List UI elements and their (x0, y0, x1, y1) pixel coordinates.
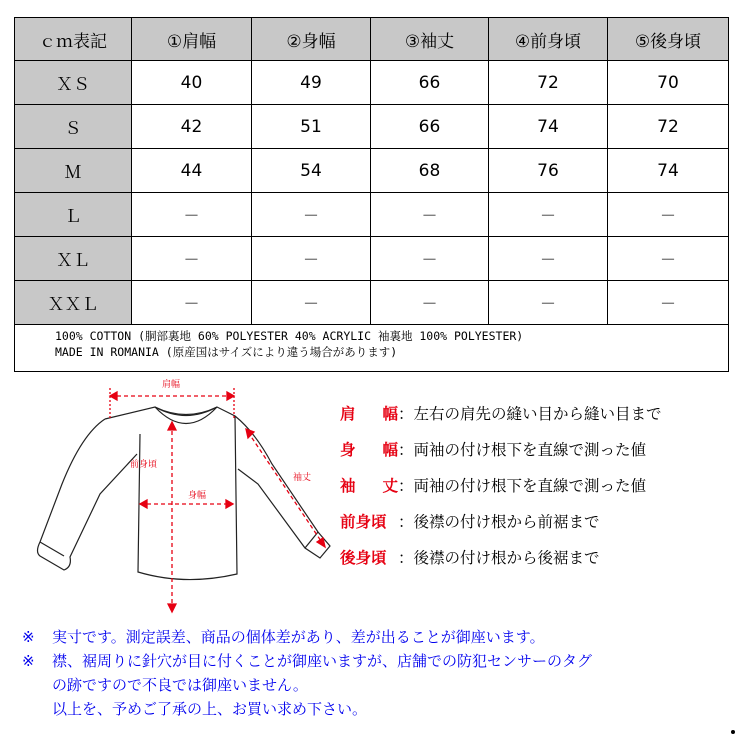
note-text: 襟、裾周りに針穴が目に付くことが御座いますが、店舗での防犯センサーのタグ (52, 652, 593, 670)
header-front-length: ④前身頃 (489, 18, 608, 61)
table-cell: 68 (371, 149, 489, 193)
legend-definition: ：後襟の付け根から前裾まで (398, 513, 600, 531)
legend-item (340, 470, 740, 506)
measurement-lines (110, 388, 325, 612)
measurement-legend (340, 398, 740, 578)
header-sleeve-length: ③袖丈 (371, 18, 489, 61)
size-label: Ｍ (15, 149, 132, 193)
size-label: ＸＸＬ (15, 281, 132, 325)
diagram-label-sleeve: 袖丈 (293, 473, 312, 483)
table-cell: 70 (608, 61, 729, 105)
table-cell: 72 (489, 61, 608, 105)
legend-term: 後身頃 (340, 549, 387, 567)
table-cell: － (371, 193, 489, 237)
table-row (15, 281, 729, 325)
legend-term: 前身頃 (340, 513, 387, 531)
measurement-diagram (0, 374, 360, 614)
header-shoulder-width: ①肩幅 (132, 18, 252, 61)
material-composition: 100% COTTON (胴部裏地 60% POLYESTER 40% ACRYLIC 袖裏地 100% POLYESTER) (55, 329, 524, 343)
table-cell: 44 (132, 149, 252, 193)
diagram-label-chest: 身幅 (188, 491, 207, 501)
table-cell: － (371, 237, 489, 281)
table-row (15, 149, 729, 193)
legend-item (340, 506, 740, 542)
table-cell: － (608, 281, 729, 325)
legend-term: 身 幅 (340, 441, 398, 459)
table-header-row (15, 18, 729, 61)
size-label: ＸＳ (15, 61, 132, 105)
legend-term: 肩 幅 (340, 405, 398, 423)
material-note (15, 325, 729, 372)
table-cell: 66 (371, 105, 489, 149)
table-row (15, 105, 729, 149)
legend-term: 袖 丈 (340, 477, 398, 495)
legend-definition: ：両袖の付け根下を直線で測った値 (398, 477, 647, 495)
table-row (15, 237, 729, 281)
table-cell: 51 (252, 105, 371, 149)
table-cell: 74 (489, 105, 608, 149)
table-row (15, 61, 729, 105)
header-body-width: ②身幅 (252, 18, 371, 61)
table-cell: 54 (252, 149, 371, 193)
diagram-label-front-length: 前身頃 (130, 460, 158, 470)
table-cell: 74 (608, 149, 729, 193)
table-cell: － (489, 193, 608, 237)
size-table (14, 17, 729, 372)
legend-item (340, 542, 740, 578)
sweater-outline (38, 407, 331, 580)
disclaimer-notes (22, 625, 732, 721)
material-note-row (15, 325, 729, 372)
legend-item (340, 434, 740, 470)
reference-mark: ※ (22, 652, 35, 670)
legend-definition: ：後襟の付け根から後裾まで (398, 549, 600, 567)
disclaimer-note (22, 625, 732, 649)
table-row (15, 193, 729, 237)
table-cell: 66 (371, 61, 489, 105)
size-label: Ｌ (15, 193, 132, 237)
table-cell: － (252, 281, 371, 325)
legend-definition: ：両袖の付け根下を直線で測った値 (398, 441, 647, 459)
country-of-origin: MADE IN ROMANIA (原産国はサイズにより違う場合があります) (55, 345, 398, 359)
table-cell: － (489, 281, 608, 325)
legend-definition: ：左右の肩先の縫い目から縫い目まで (398, 405, 662, 423)
table-cell: － (608, 193, 729, 237)
reference-mark: ※ (22, 628, 35, 646)
table-cell: － (132, 281, 252, 325)
header-size-notation: ｃｍ表記 (15, 18, 132, 61)
table-cell: 76 (489, 149, 608, 193)
table-cell: － (132, 193, 252, 237)
table-cell: － (371, 281, 489, 325)
table-cell: 40 (132, 61, 252, 105)
table-cell: － (252, 193, 371, 237)
note-text: の跡ですので不良では御座いません。 (52, 676, 308, 694)
note-text: 以上を、予めご了承の上、お買い求め下さい。 (52, 700, 368, 718)
note-text: 実寸です。測定誤差、商品の個体差があり、差が出ることが御座います。 (52, 628, 545, 646)
table-cell: － (489, 237, 608, 281)
size-label: ＸＬ (15, 237, 132, 281)
table-cell: 49 (252, 61, 371, 105)
table-cell: － (608, 237, 729, 281)
table-cell: 42 (132, 105, 252, 149)
legend-item (340, 398, 740, 434)
disclaimer-note (22, 649, 732, 721)
diagram-label-shoulder: 肩幅 (162, 380, 181, 390)
table-cell: － (252, 237, 371, 281)
decorative-dot (731, 730, 735, 734)
table-cell: － (132, 237, 252, 281)
size-label: Ｓ (15, 105, 132, 149)
table-cell: 72 (608, 105, 729, 149)
header-back-length: ⑤後身頃 (608, 18, 729, 61)
